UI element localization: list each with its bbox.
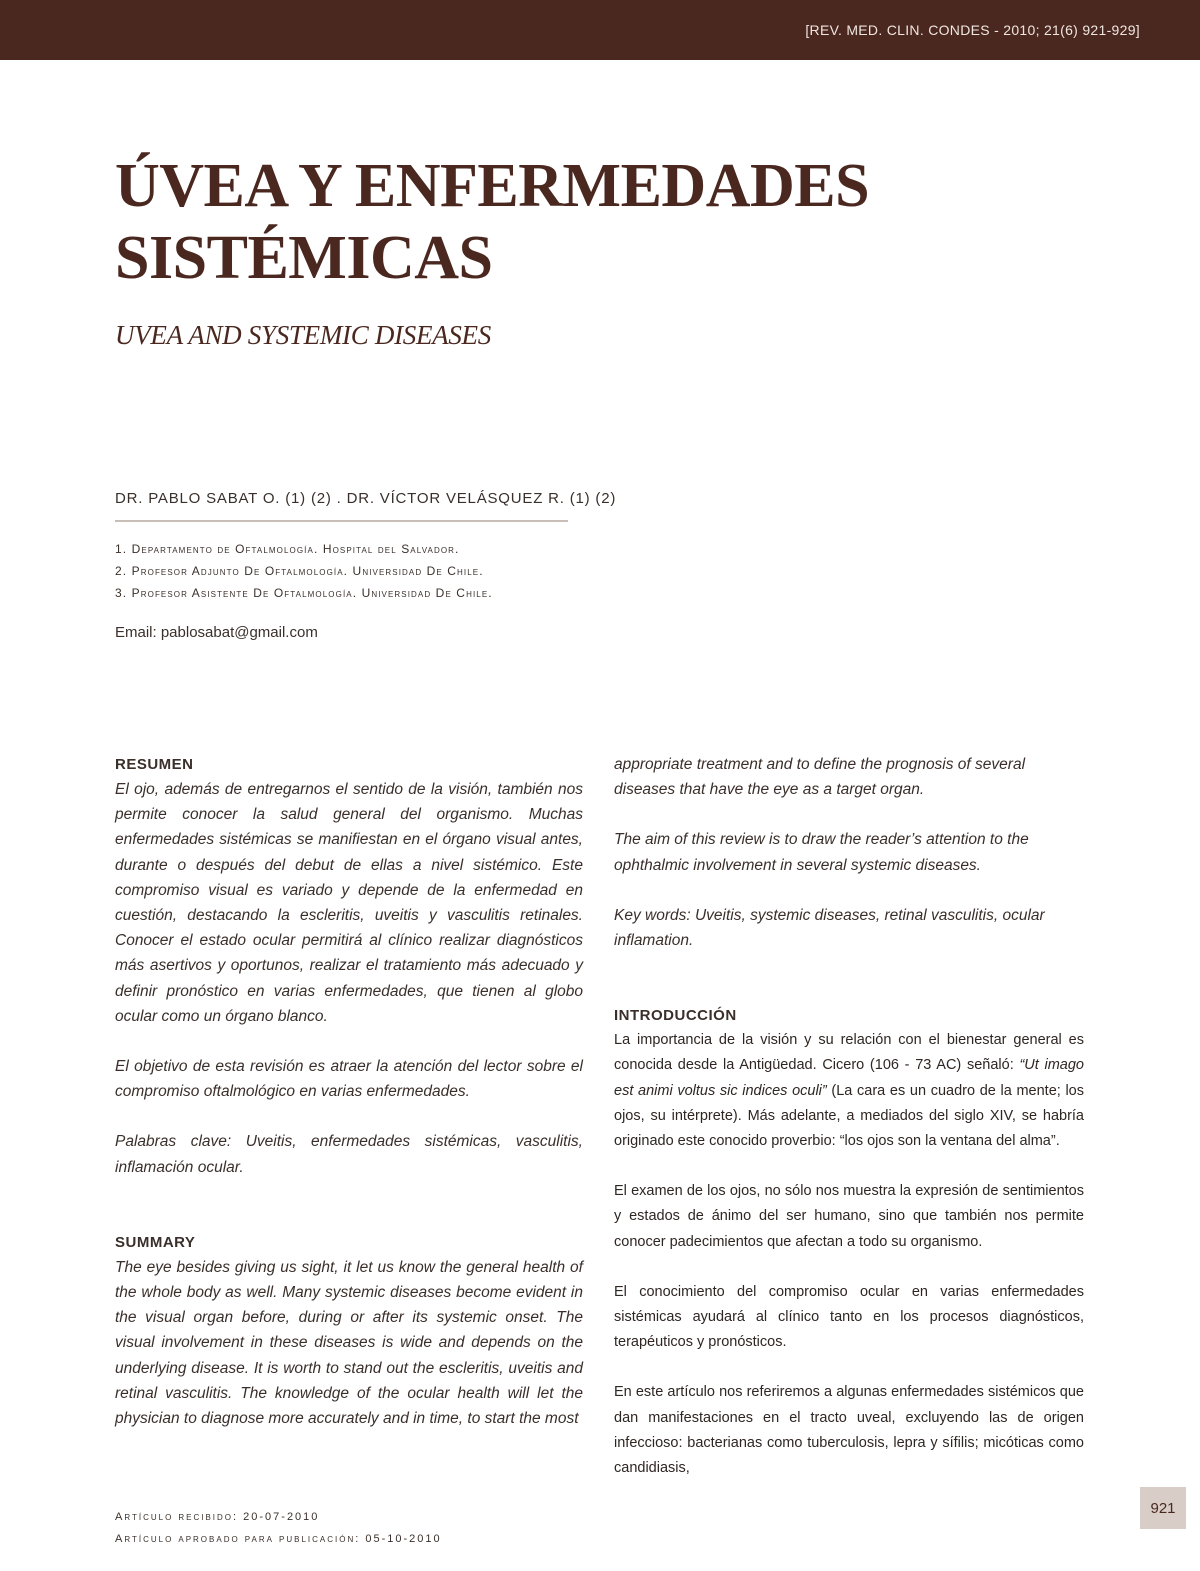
header-bar: [0, 0, 1200, 60]
approved-date: Artículo aprobado para publicación: 05-10-2010: [115, 1533, 442, 1545]
intro-heading: INTRODUCCIÓN: [614, 1007, 737, 1025]
left-column: [115, 752, 583, 1431]
intro-paragraph-1: [614, 1028, 1084, 1154]
resumen-heading: RESUMEN: [115, 756, 194, 773]
summary-heading: SUMMARY: [115, 1233, 196, 1251]
intro-text: (La cara es un cuadro de la mente; los ojos, su intérprete). Más adelante, a mediados del siglo XIV, se habría originado este conocido proverbio: “los ojos son la ventana del alma”.: [614, 1082, 1084, 1150]
title-line-2: SISTÉMICAS: [115, 224, 493, 292]
summary-aim: The aim of this review is to draw the reader’s attention to the ophthalmic involvement in several systemic diseases.: [614, 831, 1029, 874]
affiliation-item: 2. Profesor Adjunto De Oftalmología. Universidad De Chile.: [115, 564, 484, 578]
page-number: 921: [1140, 1487, 1186, 1529]
contact-email: Email: pablosabat@gmail.com: [115, 624, 318, 641]
right-column: [614, 752, 1084, 1481]
article-title: [115, 150, 1015, 294]
summary-paragraph: The eye besides giving us sight, it let us know the general health of the whole body as well. Many systemic diseases become evident in the visual organ before, during or after its systemic onset. The visual involvement in these diseases is wide and depends on the underlying disease. It is worth to stand out the escleritis, uveitis and retinal vasculitis. The knowledge of the ocular health will let the physician to diagnose more accurately and in time, to start the most: [115, 1258, 583, 1428]
intro-paragraph-3: El conocimiento del compromiso ocular en varias enfermedades sistémicas ayudará al clínico tanto en los procesos diagnósticos, terapéuticos y pronósticos.: [614, 1283, 1084, 1351]
title-line-1: ÚVEA Y ENFERMEDADES: [115, 152, 870, 220]
resumen-objective: El objetivo de esta revisión es atraer la atención del lector sobre el compromiso oftalmológico en varias enfermedades.: [115, 1058, 583, 1101]
divider: [115, 520, 568, 522]
affiliations-list: [115, 538, 493, 604]
article-subtitle: UVEA AND SYSTEMIC DISEASES: [115, 320, 491, 350]
resumen-keywords: Palabras clave: Uveitis, enfermedades sistémicas, vasculitis, inflamación ocular.: [115, 1133, 583, 1176]
summary-keywords: Key words: Uveitis, systemic diseases, retinal vasculitis, ocular inflamation.: [614, 906, 1045, 950]
intro-paragraph-2: El examen de los ojos, no sólo nos muestra la expresión de sentimientos y estados de ánimo del ser humano, sino que también nos permite conocer padecimientos que afectan a todo su organismo.: [614, 1183, 1084, 1250]
latin-quote: “Ut imago est animi voltus sic indices oculi”: [614, 1057, 1084, 1099]
affiliation-item: 3. Profesor Asistente De Oftalmología. Universidad De Chile.: [115, 586, 493, 600]
intro-paragraph-4: En este artículo nos referiremos a algunas enfermedades sistémicos que dan manifestaciones en el tracto uveal, excluyendo las de origen infeccioso: bacterianas como tuberculosis, lepra y sífilis; micóticas como candidiasis,: [614, 1384, 1084, 1477]
intro-text: La importancia de la visión y su relación con el bienestar general es conocida desde la Antigüedad. Cicero (106 - 73 AC) señaló:: [614, 1032, 1084, 1074]
journal-reference: [REV. MED. CLIN. CONDES - 2010; 21(6) 921-929]: [805, 22, 1140, 38]
received-date: Artículo recibido: 20-07-2010: [115, 1511, 320, 1523]
article-dates: [115, 1506, 442, 1550]
summary-paragraph-continued: appropriate treatment and to define the prognosis of several diseases that have the eye as a target organ.: [614, 756, 1026, 799]
authors-line: DR. PABLO SABAT O. (1) (2) . DR. VÍCTOR VELÁSQUEZ R. (1) (2): [115, 490, 617, 507]
resumen-paragraph: El ojo, además de entregarnos el sentido de la visión, también nos permite conocer la salud general del organismo. Muchas enfermedades sistémicas se manifiestan en el órgano visual antes, durante o después del debut de ellas a nivel sistémico. Este compromiso visual es variado y depende de la enfermedad en cuestión, destacando la escleritis, uveitis y vasculitis retinales. Conocer el estado ocular permitirá al clínico realizar diagnósticos más asertivos y oportunos, realizar el tratamiento más adecuado y definir pronóstico en varias enfermedades, que tienen al globo ocular como un órgano blanco.: [115, 781, 583, 1025]
affiliation-item: 1. Departamento de Oftalmología. Hospital del Salvador.: [115, 542, 460, 556]
